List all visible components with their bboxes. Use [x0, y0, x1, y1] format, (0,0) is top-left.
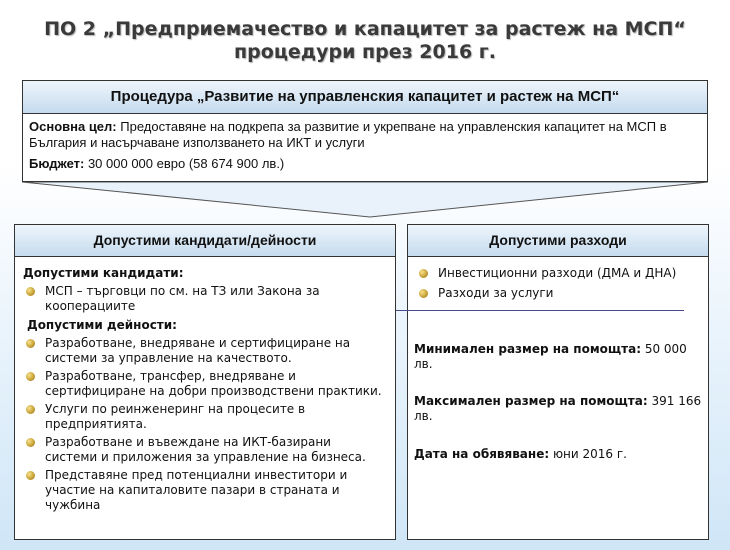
title-line-1: ПО 2 „Предприемачество и капацитет за растеж на МСП“ — [44, 18, 686, 40]
budget-text: 30 000 000 евро (58 674 900 лв.) — [84, 156, 285, 171]
bullet-icon — [26, 339, 35, 348]
date-value: юни 2016 г. — [549, 447, 627, 461]
bullet-icon — [26, 405, 35, 414]
list-item: Инвестиционни разходи (ДМА и ДНА) — [416, 266, 700, 281]
bullet-icon — [419, 289, 428, 298]
max-aid-label: Максимален размер на помощта: — [414, 394, 648, 408]
min-aid-label: Минимален размер на помощта: — [414, 342, 641, 356]
goal-text: Предоставяне на подкрепа за развитие и укрепване на управленския капацитет на МСП в България и насърчаване използването на ИКТ и услуги — [29, 119, 667, 150]
divider-line — [396, 310, 684, 311]
list-item: Разходи за услуги — [416, 286, 700, 301]
max-aid-info — [414, 394, 704, 424]
candidates-list — [23, 284, 387, 314]
page-title — [0, 18, 730, 64]
list-item: МСП – търговци по см. на ТЗ или Закона за кооперациите — [23, 284, 387, 314]
activities-title: Допустими дейности: — [27, 318, 177, 332]
activities-list — [23, 336, 387, 513]
goal-row — [29, 119, 701, 151]
bullet-icon — [419, 269, 428, 278]
min-aid-value: 50 000 лв. — [414, 342, 687, 371]
procedure-header: Процедура „Развитие на управленския капацитет и растеж на МСП“ — [22, 80, 708, 114]
procedure-summary — [22, 114, 708, 182]
eligible-candidates-header: Допустими кандидати/дейности — [14, 224, 396, 257]
max-aid-value: 391 166 лв. — [414, 394, 702, 423]
title-line-2: процедури през 2016 г. — [234, 41, 496, 63]
min-aid-info — [414, 342, 704, 372]
bullet-icon — [26, 471, 35, 480]
bullet-icon — [26, 372, 35, 381]
budget-label: Бюджет: — [29, 156, 85, 171]
candidates-title: Допустими кандидати: — [23, 266, 184, 280]
funnel-shape — [22, 182, 708, 217]
bullet-icon — [26, 438, 35, 447]
announcement-date-info — [414, 447, 704, 462]
list-item: Услуги по реинженеринг на процесите в предприятията. — [23, 402, 387, 432]
budget-row — [29, 156, 701, 172]
eligible-costs-header: Допустими разходи — [407, 224, 709, 257]
funnel-connector — [0, 182, 730, 222]
costs-list — [416, 266, 700, 301]
date-label: Дата на обявяване: — [414, 447, 550, 461]
eligible-candidates-panel — [14, 257, 396, 540]
list-item: Разработване, трансфер, внедряване и сертифициране на добри производствени практики. — [23, 369, 387, 399]
goal-label: Основна цел: — [29, 119, 117, 134]
list-item: Разработване, внедряване и сертифициране на системи за управление на качеството. — [23, 336, 387, 366]
bullet-icon — [26, 287, 35, 296]
list-item: Представяне пред потенциални инвеститори и участие на капиталовите пазари в страната и чужбина — [23, 468, 387, 513]
list-item: Разработване и въвеждане на ИКТ-базирани системи и приложения за управление на бизнеса. — [23, 435, 387, 465]
